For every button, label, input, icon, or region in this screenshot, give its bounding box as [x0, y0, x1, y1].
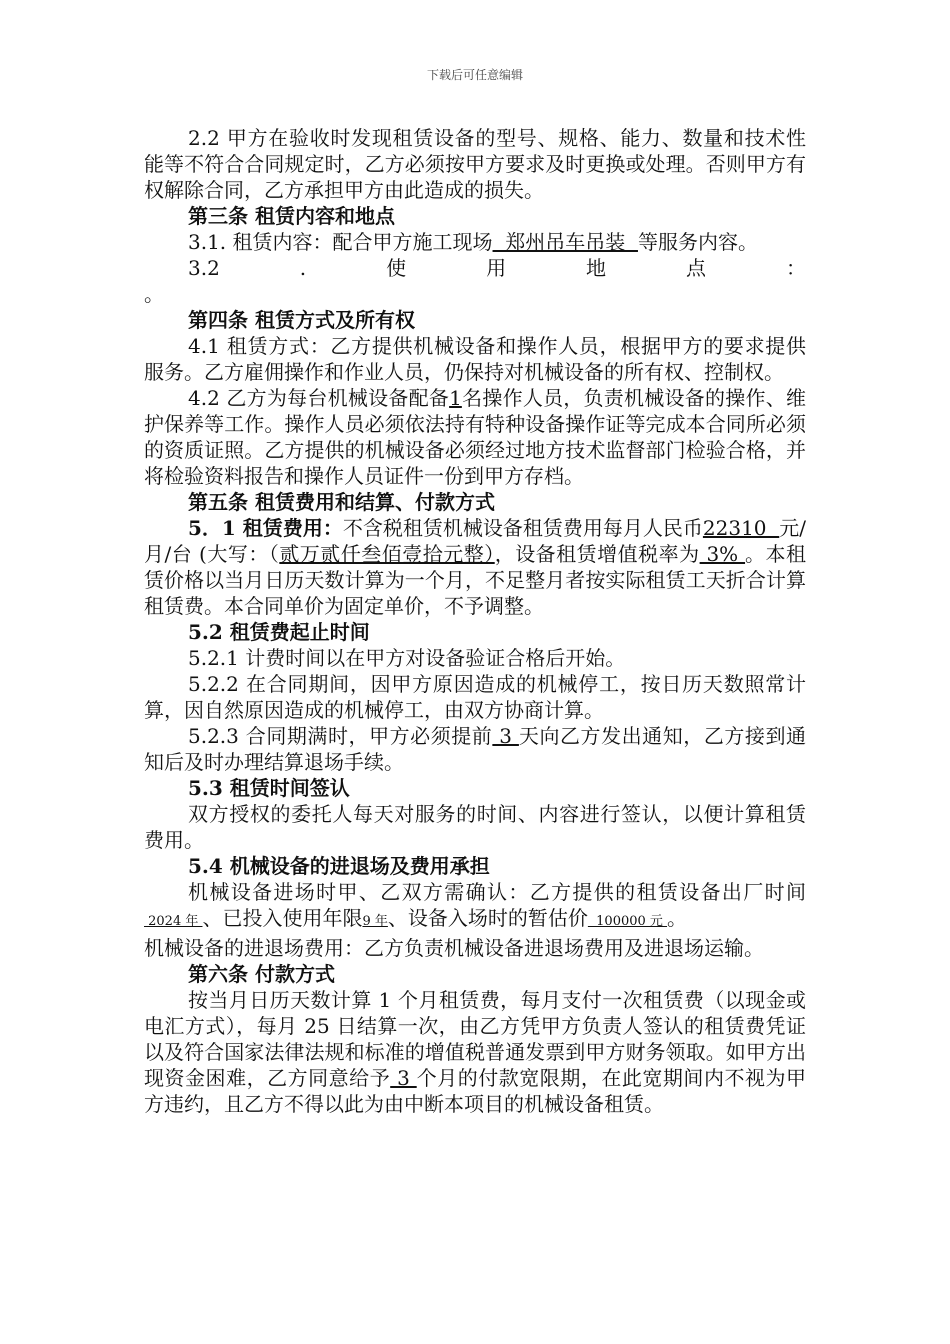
monthly-fee-value: 22310	[702, 516, 780, 540]
clause-3-2	[144, 255, 806, 281]
rental-content-value: 郑州吊车吊装	[492, 230, 638, 254]
clause-4-2-text: 4.2 乙方为每台机械设备配备	[188, 386, 450, 410]
clause-5-4-mid: 、已投入使用年限	[202, 906, 363, 930]
notice-days-value: 3	[492, 724, 519, 748]
clause-5-4-end: 。	[667, 906, 688, 930]
clause-4-2-tail: 名操作人员，负责机械设备的操作、维护保养等工作。操作人员必须依法持有特种设备操作证等完成本合同所必须的资质证照。乙方提供的机械设备必须经过地方技术监督部门检验合格，并将检验资料报告和操作人员证件一份到甲方存档。	[144, 386, 807, 488]
clause-2-2: 2.2 甲方在验收时发现租赁设备的型号、规格、能力、数量和技术性能等不符合合同规定时，乙方必须按甲方要求及时更换或处理。否则甲方有权解除合同，乙方承担甲方由此造成的损失。	[144, 126, 806, 202]
article-6-heading: 第六条 付款方式	[188, 962, 335, 986]
clause-5-3-heading: 5.3 租赁时间签认	[188, 776, 350, 800]
clause-5-2-heading: 5.2 租赁费起止时间	[188, 620, 370, 644]
grace-months-value: 3	[390, 1066, 417, 1090]
clause-4-1: 4.1 租赁方式：乙方提供机械设备和操作人员，根据甲方的要求提供服务。乙方雇佣操作和作业人员，仍保持对机械设备的所有权、控制权。	[144, 334, 806, 384]
fee-in-words-value: 贰万贰仟叁佰壹拾元整）	[279, 542, 495, 566]
clause-5-1	[144, 515, 806, 619]
article-6-body	[144, 987, 806, 1117]
clause-4-2	[144, 385, 806, 489]
clause-3-2-end: 。	[144, 282, 164, 306]
clause-5-2-3-tail: 天向乙方发出通知，乙方接到通知后及时办理结算退场手续。	[144, 724, 807, 774]
clause-5-4-heading: 5.4 机械设备的进退场及费用承担	[188, 854, 490, 878]
clause-5-2-3-text: 5.2.3 合同期满时，甲方必须提前	[188, 724, 493, 748]
clause-3-1-text: 3.1. 租赁内容：配合甲方施工现场	[188, 230, 493, 254]
clause-3-2-char: 地	[586, 256, 607, 280]
clause-5-1-text: 不含税租赁机械设备租赁费用每月人民币	[342, 516, 703, 540]
clause-5-4-costs: 机械设备的进退场费用：乙方负责机械设备进退场费用及进退场运输。	[144, 936, 764, 960]
clause-5-3: 双方授权的委托人每天对服务的时间、内容进行签认，以便计算租赁费用。	[144, 802, 806, 852]
clause-5-4-entry	[144, 879, 806, 935]
operator-count-value: 1	[449, 386, 462, 410]
clause-3-2-char: 用	[486, 256, 507, 280]
clause-5-1-tax-text: ，设备租赁增值税率为	[494, 542, 700, 566]
clause-5-2-3	[144, 723, 806, 775]
clause-3-2-char: 3.2	[188, 256, 220, 280]
contract-body	[144, 125, 806, 1117]
clause-3-2-char: 点	[686, 256, 707, 280]
clause-5-1-label: 5．1 租赁费用：	[188, 516, 343, 540]
clause-3-2-char: .	[299, 256, 307, 280]
clause-3-1-tail: 等服务内容。	[637, 230, 758, 254]
years-in-use-value: 9 年	[362, 914, 388, 929]
manufacture-year-value: 2024 年	[144, 914, 203, 929]
article-4-heading: 第四条 租赁方式及所有权	[188, 308, 415, 332]
clause-5-2-1: 5.2.1 计费时间以在甲方对设备验证合格后开始。	[188, 646, 626, 670]
clause-5-4-mid2: 、设备入场时的暂估价	[387, 906, 588, 930]
clause-5-2-2: 5.2.2 在合同期间，因甲方原因造成的机械停工，按日历天数照常计算，因自然原因造成的机械停工，由双方协商计算。	[144, 672, 806, 722]
clause-3-2-char: 使	[386, 256, 407, 280]
clause-5-1-unit: 元/月/台 (大写：（	[144, 516, 807, 566]
clause-5-1-tail: 。本租赁价格以当月日历天数计算为一个月，不足整月者按实际租赁工天折合计算租赁费。本合同单价为固定单价，不予调整。	[144, 542, 807, 618]
article-5-heading: 第五条 租赁费用和结算、付款方式	[188, 490, 495, 514]
clause-3-2-char: ：	[785, 256, 806, 280]
article-3-heading: 第三条 租赁内容和地点	[188, 204, 395, 228]
clause-3-1	[144, 229, 806, 255]
clause-5-4-text: 机械设备进场时甲、乙双方需确认：乙方提供的租赁设备出厂时间	[188, 880, 806, 904]
tax-rate-value: 3%	[699, 542, 746, 566]
page-header: 下载后可任意编辑	[426, 68, 523, 82]
estimated-price-value: 100000 元	[587, 914, 668, 929]
article-6-tail: 个月的付款宽限期，在此宽期间内不视为甲方违约，且乙方不得以此为由中断本项目的机械设备租赁。	[144, 1066, 807, 1116]
article-6-text: 按当月日历天数计算 1 个月租赁费，每月支付一次租赁费（以现金或电汇方式），每月 25 日结算一次，由乙方凭甲方负责人签认的租赁费凭证以及符合国家法律法规和标准的增值税普通发票到甲方财务领取。如甲方出现资金困难，乙方同意给予	[144, 988, 806, 1090]
